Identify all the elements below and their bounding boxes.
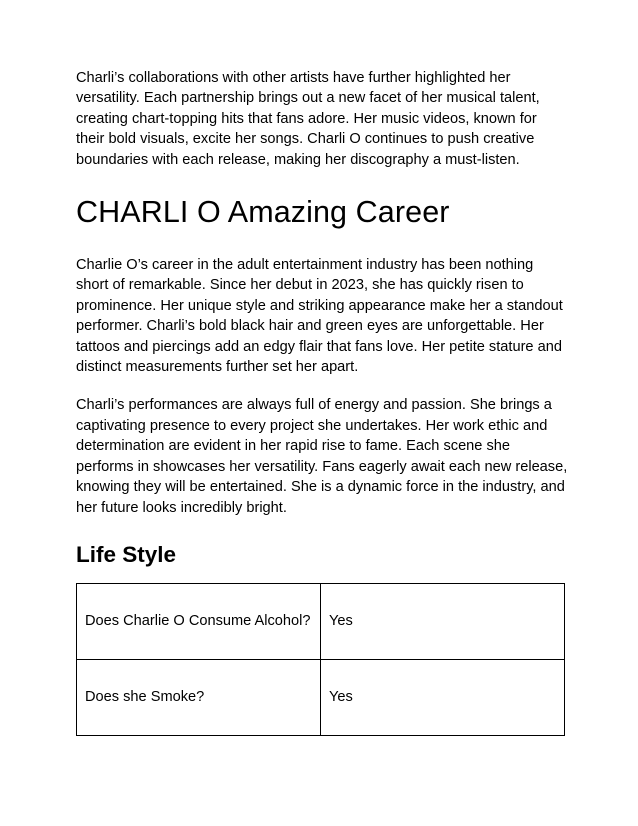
table-row <box>77 583 565 659</box>
table-cell-question: Does Charlie O Consume Alcohol? <box>77 583 321 659</box>
career-paragraph-2: Charli’s performances are always full of energy and passion. She brings a captivating presence to every project she undertakes. Her work ethic and determination are evident in her rapid rise to fame. Each scene she performs in showcases her versatility. Fans eagerly await each new release, knowing they will be entertained. She is a dynamic force in the industry, and her future looks incredibly bright. <box>76 397 568 516</box>
career-heading: CHARLI O Amazing Career <box>76 195 450 230</box>
table-cell-question: Does she Smoke? <box>77 659 321 735</box>
career-paragraph-1: Charlie O’s career in the adult entertainment industry has been nothing short of remarkable. Since her debut in 2023, she has quickly risen to prominence. Her unique style and striking appearance make her a standout performer. Charli’s bold black hair and green eyes are unforgettable. Her tattoos and piercings add an edgy flair that fans love. Her petite stature and distinct measurements further set her apart. <box>76 257 563 376</box>
intro-paragraph: Charli’s collaborations with other artists have further highlighted her versatility. Each partnership brings out a new facet of her musical talent, creating chart-topping hits that fans adore. Her music videos, known for their bold visuals, excite her songs. Charli O continues to push creative boundaries with each release, making her discography a must-listen. <box>76 70 540 168</box>
lifestyle-table <box>76 583 565 736</box>
document-page <box>76 68 568 736</box>
table-cell-answer: Yes <box>321 659 565 735</box>
table-row <box>77 659 565 735</box>
lifestyle-heading: Life Style <box>76 541 177 567</box>
table-cell-answer: Yes <box>321 583 565 659</box>
